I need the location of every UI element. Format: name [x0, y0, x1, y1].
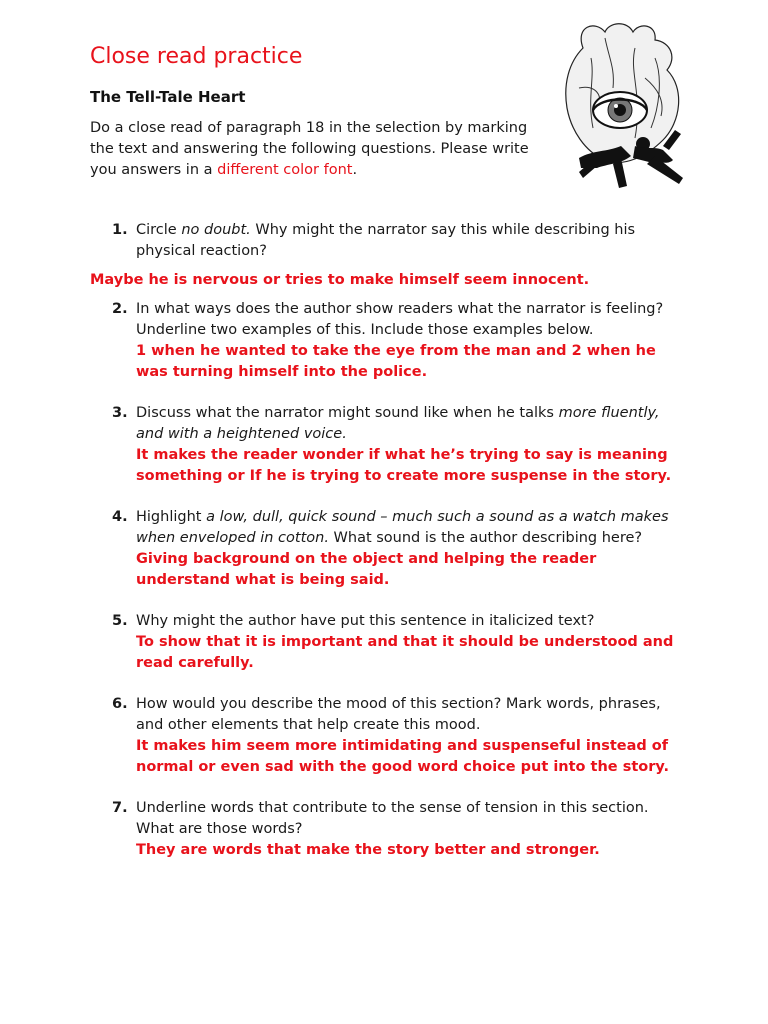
- story-title: The Tell-Tale Heart: [90, 88, 246, 106]
- question-3: [0, 403, 681, 487]
- instructions-highlight: different color font: [217, 162, 353, 178]
- instructions-end: .: [352, 162, 358, 178]
- answer-5: To show that it is important and that it should be understood and read carefully.: [136, 634, 674, 671]
- question-number: 1.: [112, 222, 128, 238]
- question-text: How would you describe the mood of this section? Mark words, phrases, and other elements that help create this mood.: [136, 696, 661, 733]
- question-text-end: Why might the narrator say this while describing his physical reaction?: [136, 222, 636, 259]
- question-text-end: What sound is the author describing here?: [328, 530, 643, 546]
- answer-2: 1 when he wanted to take the eye from the man and 2 when he was turning himself into the police.: [136, 343, 656, 380]
- instructions-text: Do a close read of paragraph 18 in the selection by marking the text and answering the following questions. Please write you answers in a: [90, 120, 529, 178]
- answer-3: It makes the reader wonder if what he’s trying to say is meaning something or If he is trying to create more suspense in the story.: [136, 447, 672, 484]
- question-text: Underline words that contribute to the sense of tension in this section. What are those words?: [136, 800, 649, 837]
- question-text: Why might the author have put this sentence in italicized text?: [136, 613, 595, 629]
- question-text: Circle: [136, 222, 182, 238]
- question-number: 7.: [112, 800, 128, 816]
- question-number: 6.: [112, 696, 128, 712]
- question-text: Highlight: [136, 509, 207, 525]
- question-text: In what ways does the author show readers what the narrator is feeling? Underline two examples of this. Include those examples below.: [136, 301, 664, 338]
- page-title: Close read practice: [90, 44, 303, 69]
- question-2: [0, 299, 681, 383]
- question-4: [0, 507, 681, 591]
- question-number: 4.: [112, 509, 128, 525]
- question-1: [0, 220, 681, 262]
- question-quote: a low, dull, quick sound – much such a sound as a watch makes when enveloped in cotton.: [136, 509, 669, 546]
- question-6: [0, 694, 681, 778]
- question-number: 3.: [112, 405, 128, 421]
- spacer: [0, 487, 768, 507]
- spacer: [0, 591, 768, 611]
- question-list: [0, 220, 768, 861]
- spacer: [0, 778, 768, 798]
- spacer: [0, 383, 768, 403]
- answer-1: Maybe he is nervous or tries to make himself seem innocent.: [90, 272, 590, 288]
- question-quote: no doubt.: [181, 222, 251, 238]
- answer-4: Giving background on the object and helping the reader understand what is being said.: [136, 551, 597, 588]
- question-number: 2.: [112, 301, 128, 317]
- anatomical-heart-eye-illustration: [535, 18, 710, 196]
- answer-7: They are words that make the story better and stronger.: [136, 842, 600, 858]
- question-5: [0, 611, 681, 674]
- instructions: [90, 118, 530, 181]
- question-number: 5.: [112, 613, 128, 629]
- spacer: [0, 674, 768, 694]
- answer-6: It makes him seem more intimidating and suspenseful instead of normal or even sad with the good word choice put into the story.: [136, 738, 669, 775]
- question-7: [0, 798, 681, 861]
- question-quote: more fluently, and with a heightened voice.: [136, 405, 660, 442]
- question-text: Discuss what the narrator might sound like when he talks: [136, 405, 559, 421]
